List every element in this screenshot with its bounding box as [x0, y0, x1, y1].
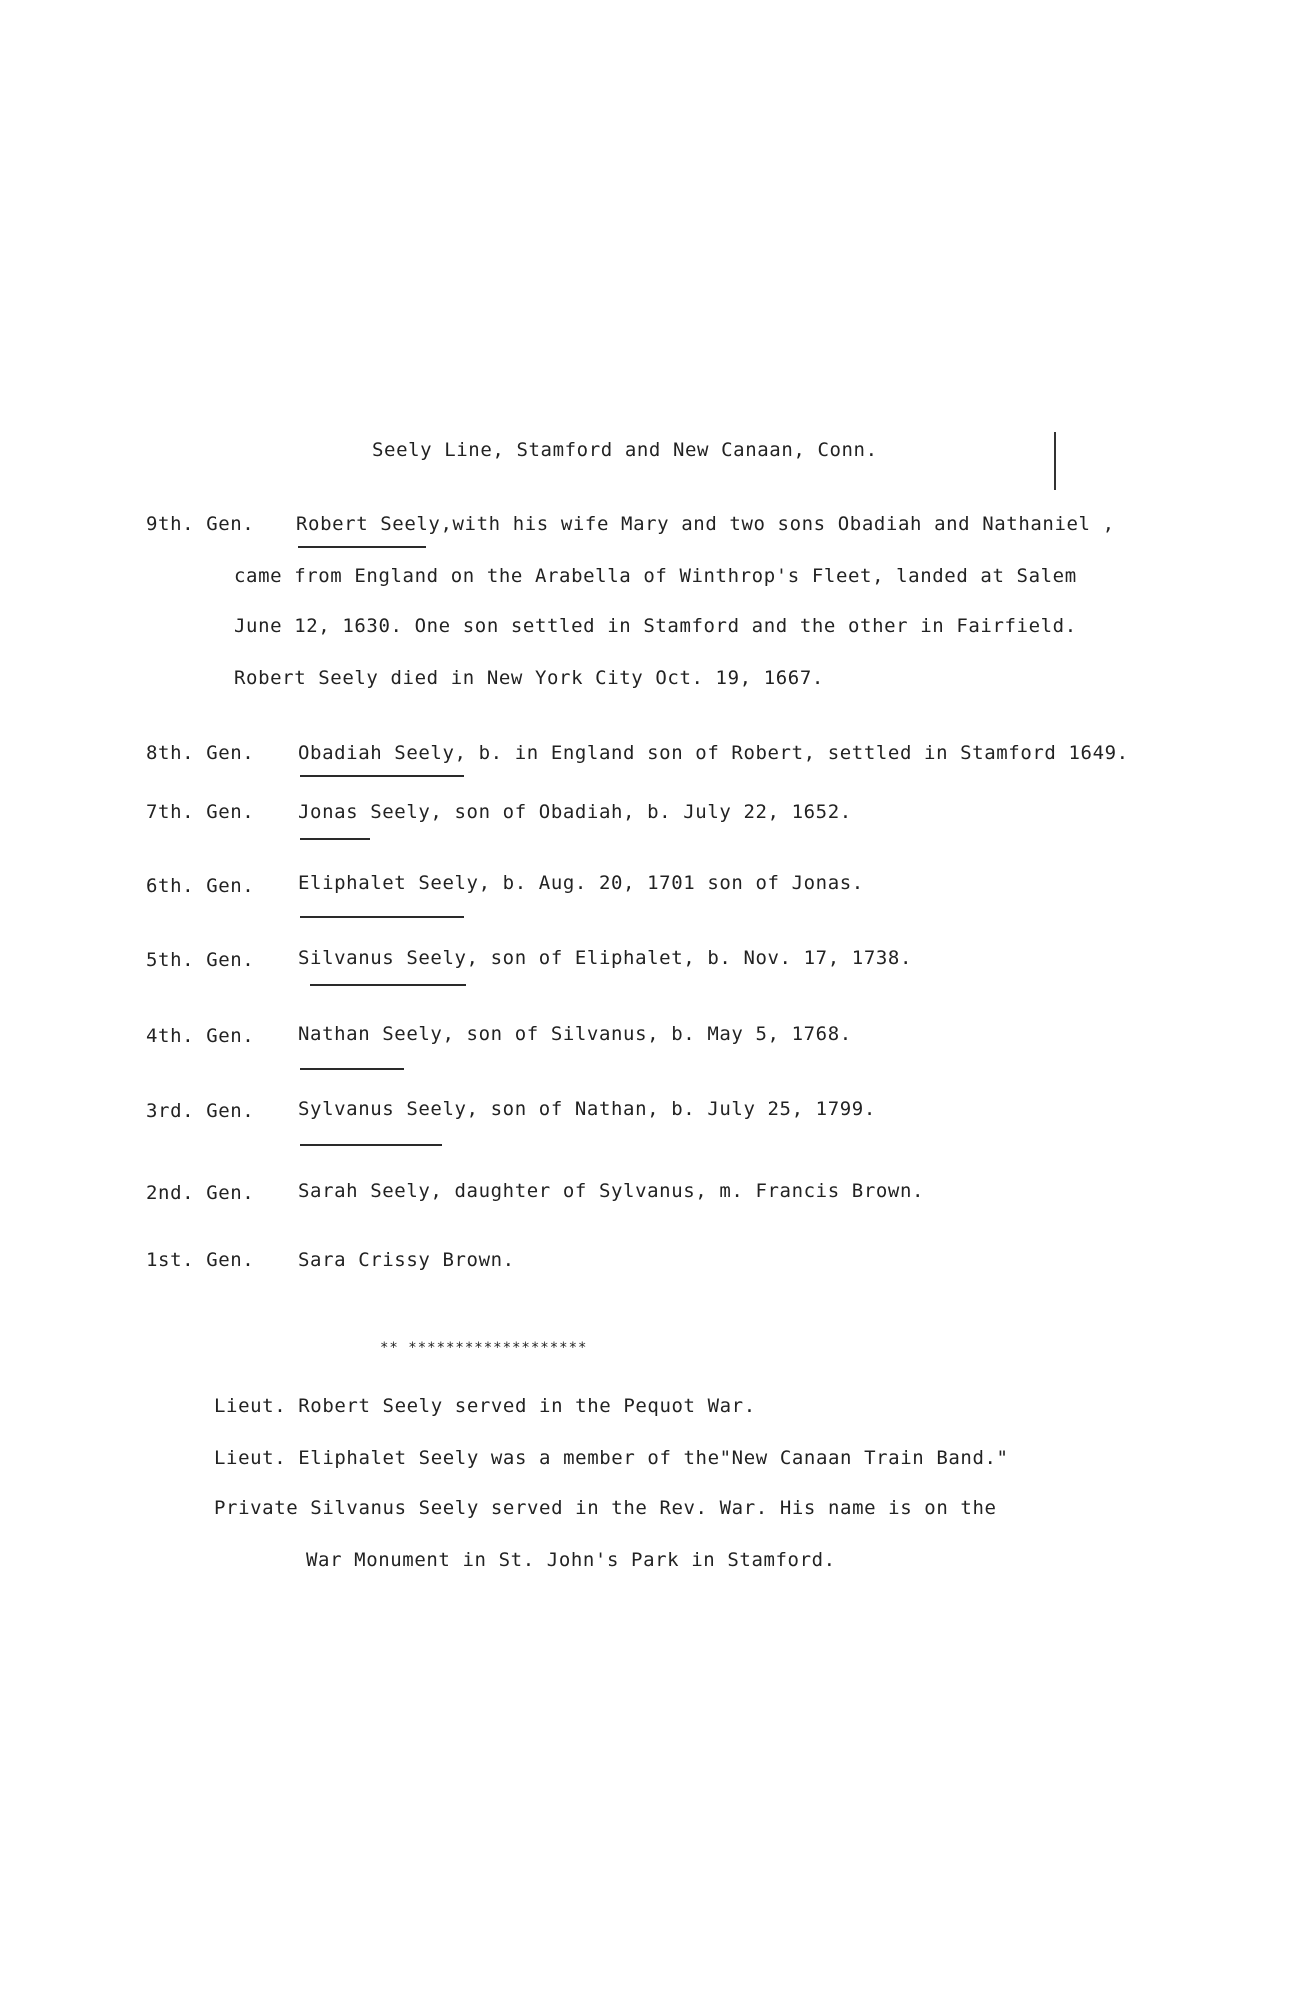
gen-9-line-4: Robert Seely died in New York City Oct. 19, 1667. — [234, 667, 824, 689]
name-underline — [300, 838, 370, 840]
gen-label-3: 3rd. Gen. — [146, 1100, 255, 1122]
name-underline — [300, 775, 464, 777]
name-underline — [300, 1144, 442, 1146]
gen-1-line-1: Sara Crissy Brown. — [298, 1249, 515, 1271]
gen-9-line-2: came from England on the Arabella of Winthrop's Fleet, landed at Salem — [234, 565, 1077, 587]
gen-label-6: 6th. Gen. — [146, 875, 255, 897]
margin-mark — [1054, 432, 1056, 490]
gen-label-9: 9th. Gen. — [146, 513, 255, 535]
gen-6-line-1: Eliphalet Seely, b. Aug. 20, 1701 son of Jonas. — [298, 872, 864, 894]
gen-9-line-1: Robert Seely,with his wife Mary and two sons Obadiah and Nathaniel , — [296, 513, 1115, 535]
note-line-1: Lieut. Robert Seely served in the Pequot War. — [214, 1395, 756, 1417]
note-line-2: Lieut. Eliphalet Seely was a member of the"New Canaan Train Band." — [214, 1447, 1009, 1469]
gen-label-2: 2nd. Gen. — [146, 1182, 255, 1204]
gen-5-line-1: Silvanus Seely, son of Eliphalet, b. Nov. 17, 1738. — [298, 947, 912, 969]
gen-7-line-1: Jonas Seely, son of Obadiah, b. July 22, 1652. — [298, 801, 852, 823]
gen-label-1: 1st. Gen. — [146, 1249, 255, 1271]
gen-3-line-1: Sylvanus Seely, son of Nathan, b. July 25, 1799. — [298, 1098, 876, 1120]
gen-label-7: 7th. Gen. — [146, 801, 255, 823]
gen-label-8: 8th. Gen. — [146, 742, 255, 764]
name-underline — [310, 984, 466, 986]
gen-label-5: 5th. Gen. — [146, 949, 255, 971]
asterisk-separator: ** ******************* — [380, 1340, 588, 1356]
note-line-3: Private Silvanus Seely served in the Rev. War. His name is on the — [214, 1497, 997, 1519]
gen-2-line-1: Sarah Seely, daughter of Sylvanus, m. Francis Brown. — [298, 1180, 925, 1202]
gen-9-line-3: June 12, 1630. One son settled in Stamford and the other in Fairfield. — [234, 615, 1077, 637]
name-underline — [300, 1068, 404, 1070]
gen-label-4: 4th. Gen. — [146, 1025, 255, 1047]
name-underline — [298, 546, 426, 548]
gen-8-line-1: Obadiah Seely, b. in England son of Robert, settled in Stamford 1649. — [298, 742, 1129, 764]
document-title: Seely Line, Stamford and New Canaan, Conn. — [372, 439, 878, 461]
name-underline — [300, 916, 464, 918]
gen-4-line-1: Nathan Seely, son of Silvanus, b. May 5, 1768. — [298, 1023, 852, 1045]
note-line-4: War Monument in St. John's Park in Stamford. — [306, 1549, 836, 1571]
